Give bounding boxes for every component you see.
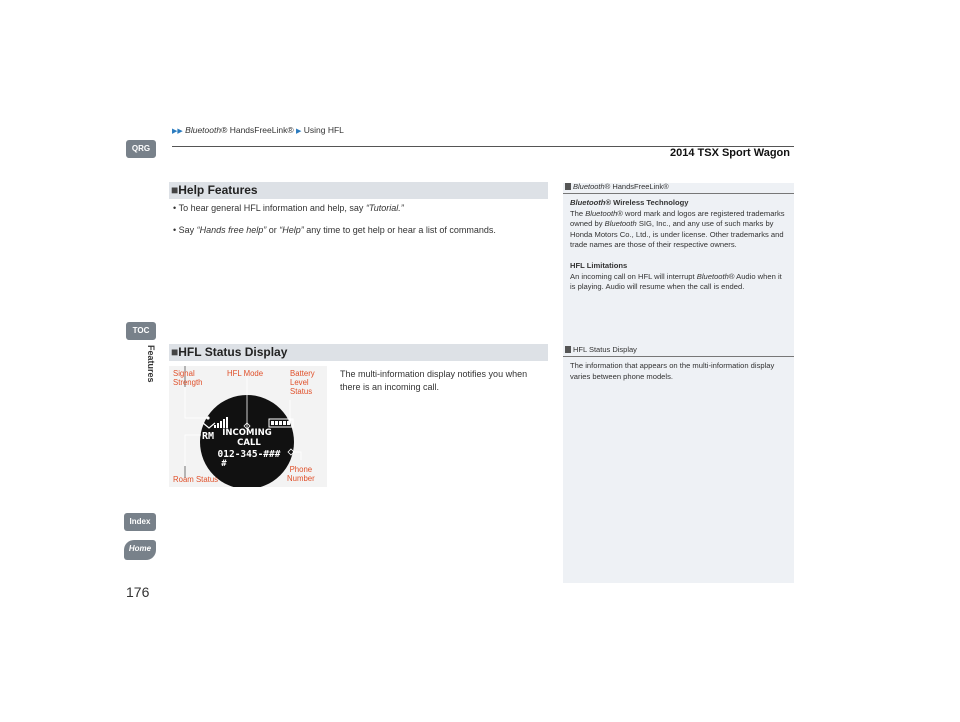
note-head-rest: ® HandsFreeLink® (604, 182, 669, 191)
sidebar-note-head (563, 182, 794, 194)
label-hfl-mode: HFL Mode (227, 369, 264, 378)
bullet1-quote: “Tutorial.” (365, 203, 404, 213)
heading-square-icon: ■ (171, 345, 179, 359)
bullet2-quote2: “Help” (279, 225, 304, 235)
bullet-tutorial (173, 203, 404, 213)
lim-p1-italic: Bluetooth (696, 271, 729, 281)
breadcrumb-part1-italic: Bluetooth (185, 125, 222, 135)
heading-help-features (169, 182, 548, 199)
label-signal-strength: Signal Strength (173, 369, 203, 387)
sidebar-note-bluetooth (563, 182, 794, 293)
section-label-features: Features (146, 345, 156, 383)
tab-index[interactable]: Index (124, 513, 156, 531)
sidebar-note2-body: The information that appears on the multi-information display varies between phone models. (570, 361, 775, 381)
tab-home[interactable]: Home (124, 540, 156, 560)
page-number: 176 (126, 584, 150, 600)
heading-hfl-status-text: HFL Status Display (178, 345, 288, 359)
hash-symbol: # (221, 459, 227, 469)
breadcrumb-part1: ® HandsFreeLink® (221, 125, 294, 135)
heading-hfl-status-display (169, 344, 548, 361)
breadcrumb-arrow-icon: ▶ (295, 128, 302, 135)
note-icon (565, 183, 571, 190)
wt-p1: The (570, 208, 586, 218)
wt-p3: SIG, Inc., and any use of such marks by Honda Motors Co., Ltd., is under license. Other trademarks and trade names are those of their respective owners. (570, 219, 784, 250)
incoming-line2: CALL (237, 438, 261, 448)
incoming-line1: INCOMING (222, 428, 272, 438)
bullet1-text: To hear general HFL information and help, say (178, 203, 366, 213)
label-phone-number: Phone Number (287, 465, 315, 483)
bullet-help (173, 225, 496, 235)
wt-p2: ® word mark and logos are registered trademarks owned by (570, 208, 785, 229)
rm-label: RM (202, 431, 215, 442)
sidebar-note-hfl-status (563, 345, 794, 382)
lim-p1: An incoming call on HFL will interrupt (570, 271, 697, 281)
hfl-status-figure (169, 366, 327, 487)
tab-toc[interactable]: TOC (126, 322, 156, 340)
heading-help-features-text: Help Features (178, 183, 258, 197)
bullet2-mid: or (266, 225, 280, 235)
breadcrumb-part2: Using HFL (303, 125, 344, 135)
wireless-tech-paragraph (570, 209, 786, 251)
sidebar-note-head (563, 345, 794, 357)
wt-p2-italic: Bluetooth (604, 219, 637, 229)
note-head-italic: Bluetooth (573, 182, 605, 191)
document-title: 2014 TSX Sport Wagon (669, 147, 790, 159)
bullet-dot-icon: • (173, 225, 179, 235)
lim-p2: ® Audio when it is playing. Audio will resume when the call is ended. (570, 271, 782, 292)
tab-qrg[interactable]: QRG (126, 140, 156, 158)
limitations-title: HFL Limitations (570, 260, 628, 270)
bullet2-quote1: “Hands free help” (196, 225, 267, 235)
sidebar-note-body (563, 194, 794, 293)
wireless-tech-title (570, 198, 786, 209)
bullet2-pre: Say (178, 225, 197, 235)
label-roam-status: Roam Status (173, 475, 219, 484)
wt-title-rest: ® Wireless Technology (605, 198, 689, 207)
note2-head: HFL Status Display (573, 345, 637, 354)
phone-number-display: 012-345-### (217, 449, 281, 460)
note-icon (565, 346, 571, 353)
breadcrumb-arrow-icon: ▶▶ (172, 128, 183, 135)
bullet2-post: any time to get help or hear a list of commands. (303, 225, 496, 235)
wt-p1-italic: Bluetooth (585, 208, 618, 218)
breadcrumb[interactable] (172, 125, 344, 135)
label-battery-status: Battery Level Status (290, 369, 315, 396)
limitations-paragraph (570, 272, 786, 293)
heading-square-icon: ■ (171, 183, 179, 197)
wt-title-italic: Bluetooth (570, 198, 606, 207)
bullet-dot-icon: • (173, 203, 179, 213)
hfl-status-body: The multi-information display notifies you when there is an incoming call. (340, 369, 528, 392)
